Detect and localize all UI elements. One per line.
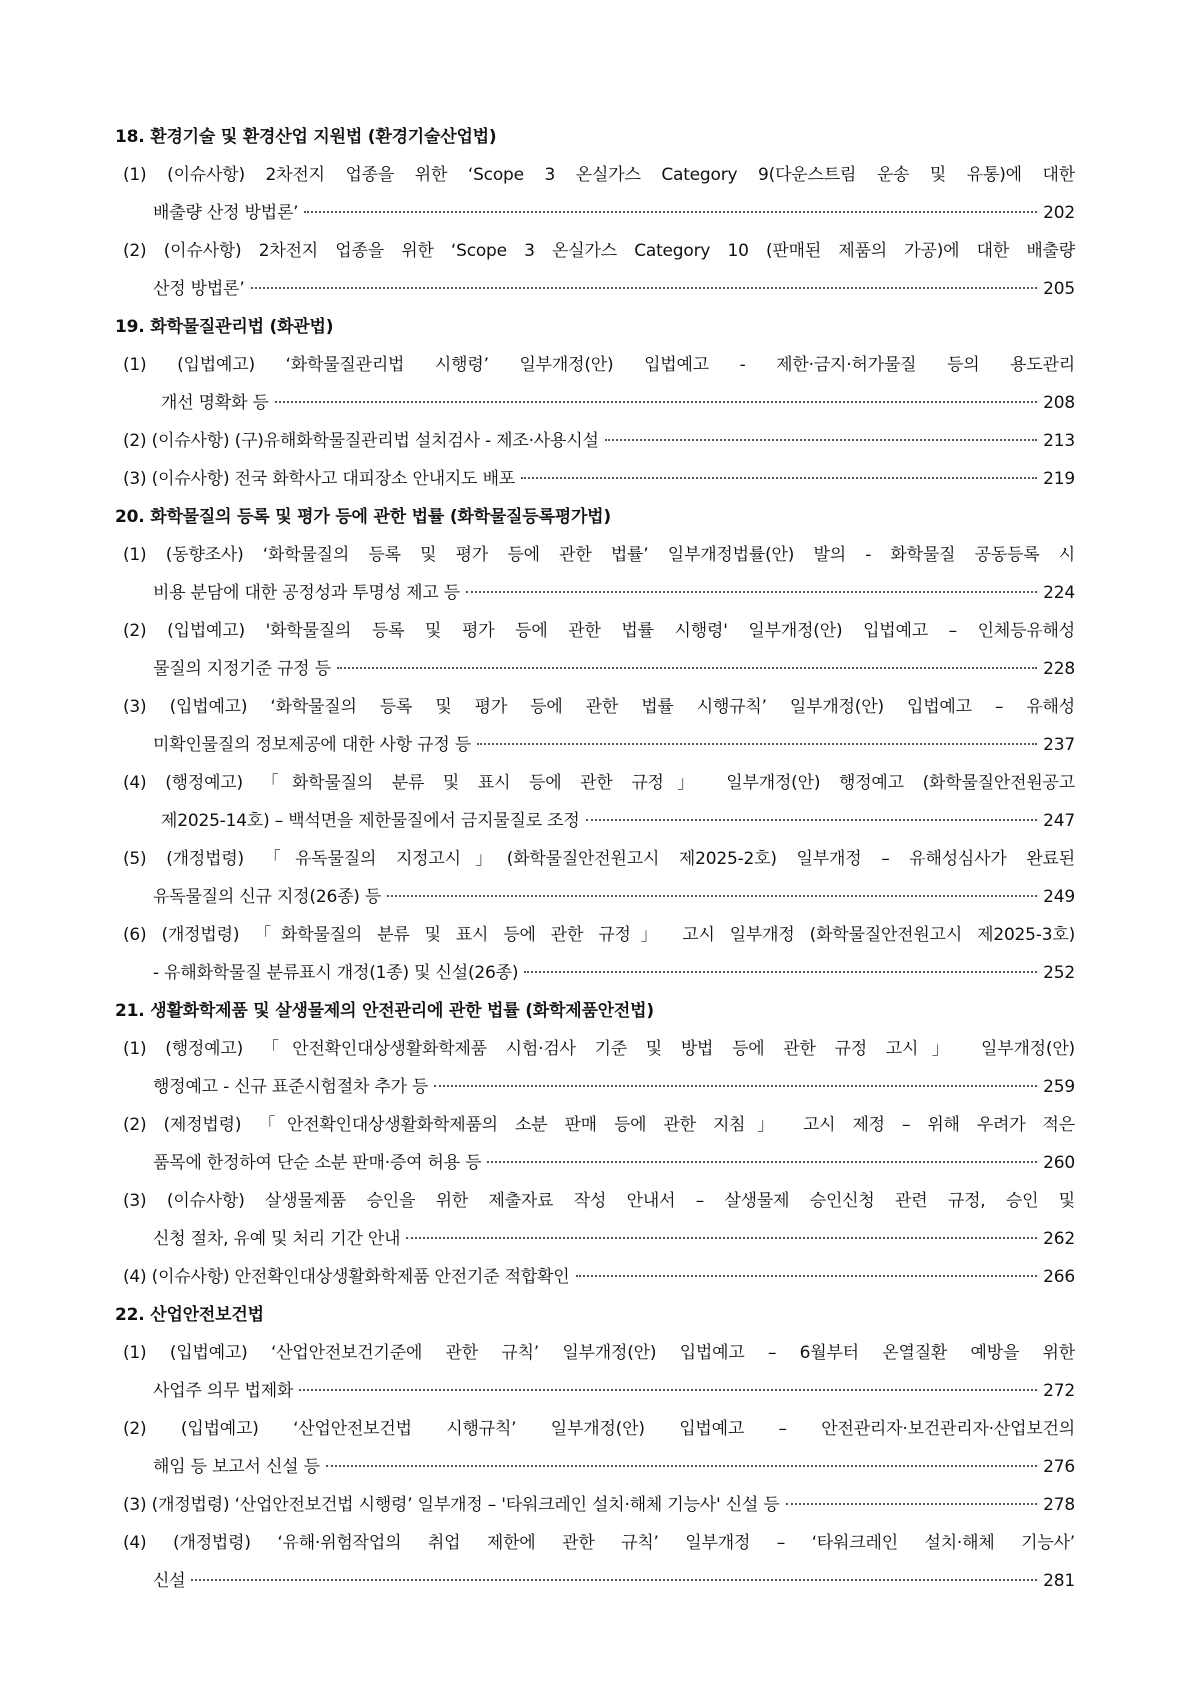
page-number: 202 <box>1043 203 1075 223</box>
entry-text-line2: 배출량 산정 방법론’ <box>153 203 299 223</box>
page-number: 276 <box>1043 1457 1075 1477</box>
dot-leader <box>275 400 1037 403</box>
toc-entry[interactable] <box>123 156 1075 232</box>
page-number: 247 <box>1043 811 1075 831</box>
entry-text-line2: 행정예고 - 신규 표준시험절차 추가 등 <box>153 1077 429 1097</box>
entry-text-line1: (2) (입법예고) '화학물질의 등록 및 평가 등에 관한 법률 시행령' 일부개정(안) 입법예고 – 인체등유해성 <box>123 621 1075 641</box>
toc-entry[interactable] <box>123 1030 1075 1106</box>
page-number: 213 <box>1043 431 1075 451</box>
entry-text-line2: 사업주 의무 법제화 <box>153 1381 294 1401</box>
toc-section <box>115 1296 1075 1600</box>
section-title: 19. 화학물질관리법 (화관법) <box>115 317 334 337</box>
dot-leader <box>524 970 1037 973</box>
entry-text-line1: (1) (입법예고) ‘산업안전보건기준에 관한 규칙’ 일부개정(안) 입법예고 – 6월부터 온열질환 예방을 위한 <box>123 1343 1075 1363</box>
page-number: 260 <box>1043 1153 1075 1173</box>
page-number: 237 <box>1043 735 1075 755</box>
entry-text-line2: 물질의 지정기준 규정 등 <box>153 659 331 679</box>
page-number: 205 <box>1043 279 1075 299</box>
entry-text-line1: (3) (입법예고) ‘화학물질의 등록 및 평가 등에 관한 법률 시행규칙’ 일부개정(안) 입법예고 – 유해성 <box>123 697 1075 717</box>
entry-text-line2: 미확인물질의 정보제공에 대한 사항 규정 등 <box>153 735 472 755</box>
entry-text-line2: (3) (개정법령) ‘산업안전보건법 시행령’ 일부개정 – '타워크레인 설치·해체 기능사' 신설 등 <box>123 1495 780 1515</box>
dot-leader <box>434 1084 1037 1087</box>
entry-text-line1: (4) (개정법령) ‘유해·위험작업의 취업 제한에 관한 규칙’ 일부개정 – ‘타워크레인 설치·해체 기능사’ <box>123 1533 1075 1553</box>
toc-section <box>115 992 1075 1296</box>
page-number: 262 <box>1043 1229 1075 1249</box>
entry-text-line2: (3) (이슈사항) 전국 화학사고 대피장소 안내지도 배포 <box>123 469 516 489</box>
entry-text-line2: 산정 방법론’ <box>153 279 245 299</box>
dot-leader <box>786 1502 1038 1505</box>
entry-text-line2: (4) (이슈사항) 안전확인대상생활화학제품 안전기준 적합확인 <box>123 1267 570 1287</box>
toc-entry[interactable] <box>123 1334 1075 1410</box>
section-title: 21. 생활화학제품 및 살생물제의 안전관리에 관한 법률 (화학제품안전법) <box>115 1001 654 1021</box>
dot-leader <box>605 438 1037 441</box>
table-of-contents <box>115 118 1075 1600</box>
toc-entry[interactable] <box>123 688 1075 764</box>
toc-entry[interactable] <box>123 840 1075 916</box>
toc-entry[interactable] <box>123 1106 1075 1182</box>
dot-leader <box>576 1274 1038 1277</box>
toc-entry[interactable] <box>123 916 1075 992</box>
toc-section <box>115 118 1075 308</box>
entry-text-line1: (1) (동향조사) ‘화학물질의 등록 및 평가 등에 관한 법률’ 일부개정법률(안) 발의 - 화학물질 공동등록 시 <box>123 545 1075 565</box>
section-title: 22. 산업안전보건법 <box>115 1305 264 1325</box>
toc-entry[interactable] <box>123 1410 1075 1486</box>
dot-leader <box>387 894 1037 897</box>
entry-text-line1: (6) (개정법령) 「화학물질의 분류 및 표시 등에 관한 규정」 고시 일부개정 (화학물질안전원고시 제2025-3호) <box>123 925 1075 945</box>
dot-leader <box>326 1464 1037 1467</box>
page-number: 259 <box>1043 1077 1075 1097</box>
toc-entry[interactable] <box>123 232 1075 308</box>
entry-text-line2: (2) (이슈사항) (구)유해화학물질관리법 설치검사 - 제조·사용시설 <box>123 431 599 451</box>
entry-text-line2: 신설 <box>153 1571 186 1591</box>
toc-entry[interactable] <box>123 1258 1075 1296</box>
dot-leader <box>466 590 1037 593</box>
toc-entry[interactable] <box>123 764 1075 840</box>
toc-entry[interactable] <box>123 1524 1075 1600</box>
entry-text-line2: 비용 분담에 대한 공정성과 투명성 제고 등 <box>153 583 460 603</box>
toc-entry[interactable] <box>123 346 1075 422</box>
page-number: 219 <box>1043 469 1075 489</box>
entry-text-line2: 신청 절차, 유예 및 처리 기간 안내 <box>153 1229 401 1249</box>
entry-text-line1: (4) (행정예고) 「화학물질의 분류 및 표시 등에 관한 규정」 일부개정(안) 행정예고 (화학물질안전원공고 <box>123 773 1075 793</box>
entry-text-line2: 개선 명확화 등 <box>161 393 269 413</box>
toc-entry[interactable] <box>123 1182 1075 1258</box>
dot-leader <box>299 1388 1037 1391</box>
page-number: 278 <box>1043 1495 1075 1515</box>
toc-entry[interactable] <box>123 1486 1075 1524</box>
entry-text-line1: (1) (입법예고) ‘화학물질관리법 시행령’ 일부개정(안) 입법예고 - 제한·금지·허가물질 등의 용도관리 <box>123 355 1075 375</box>
dot-leader <box>251 286 1038 289</box>
page-number: 208 <box>1043 393 1075 413</box>
dot-leader <box>304 210 1037 213</box>
page-number: 224 <box>1043 583 1075 603</box>
section-title: 18. 환경기술 및 환경산업 지원법 (환경기술산업법) <box>115 127 497 147</box>
page-number: 228 <box>1043 659 1075 679</box>
entry-text-line1: (2) (이슈사항) 2차전지 업종을 위한 ‘Scope 3 온실가스 Category 10 (판매된 제품의 가공)에 대한 배출량 <box>123 241 1075 261</box>
toc-entry[interactable] <box>123 422 1075 460</box>
entry-text-line2: 품목에 한정하여 단순 소분 판매·증여 허용 등 <box>153 1153 482 1173</box>
dot-leader <box>521 476 1037 479</box>
dot-leader <box>586 818 1038 821</box>
entry-text-line1: (1) (행정예고) 「안전확인대상생활화학제품 시험·검사 기준 및 방법 등에 관한 규정 고시」 일부개정(안) <box>123 1039 1075 1059</box>
entry-text-line2: 해임 등 보고서 신설 등 <box>153 1457 320 1477</box>
page-number: 272 <box>1043 1381 1075 1401</box>
toc-section <box>115 308 1075 498</box>
toc-entry[interactable] <box>123 612 1075 688</box>
page-number: 281 <box>1043 1571 1075 1591</box>
page-number: 252 <box>1043 963 1075 983</box>
entry-text-line2: 제2025-14호) – 백석면을 제한물질에서 금지물질로 조정 <box>161 811 580 831</box>
toc-entry[interactable] <box>123 536 1075 612</box>
entry-text-line2: 유독물질의 신규 지정(26종) 등 <box>153 887 382 907</box>
toc-section <box>115 498 1075 992</box>
page-number: 249 <box>1043 887 1075 907</box>
dot-leader <box>191 1578 1037 1581</box>
dot-leader <box>487 1160 1037 1163</box>
entry-text-line1: (2) (제정법령) 「안전확인대상생활화학제품의 소분 판매 등에 관한 지침」 고시 제정 – 위해 우려가 적은 <box>123 1115 1075 1135</box>
page-number: 266 <box>1043 1267 1075 1287</box>
toc-entry[interactable] <box>123 460 1075 498</box>
dot-leader <box>406 1236 1037 1239</box>
entry-text-line1: (3) (이슈사항) 살생물제품 승인을 위한 제출자료 작성 안내서 – 살생물제 승인신청 관련 규정, 승인 및 <box>123 1191 1075 1211</box>
entry-text-line1: (5) (개정법령) 「유독물질의 지정고시」(화학물질안전원고시 제2025-2호) 일부개정 – 유해성심사가 완료된 <box>123 849 1075 869</box>
entry-text-line1: (2) (입법예고) ‘산업안전보건법 시행규칙’ 일부개정(안) 입법예고 – 안전관리자·보건관리자·산업보건의 <box>123 1419 1075 1439</box>
section-title: 20. 화학물질의 등록 및 평가 등에 관한 법률 (화학물질등록평가법) <box>115 507 611 527</box>
dot-leader <box>337 666 1037 669</box>
dot-leader <box>477 742 1037 745</box>
entry-text-line1: (1) (이슈사항) 2차전지 업종을 위한 ‘Scope 3 온실가스 Category 9(다운스트림 운송 및 유통)에 대한 <box>123 165 1075 185</box>
entry-text-line2: - 유해화학물질 분류표시 개정(1종) 및 신설(26종) <box>153 963 519 983</box>
